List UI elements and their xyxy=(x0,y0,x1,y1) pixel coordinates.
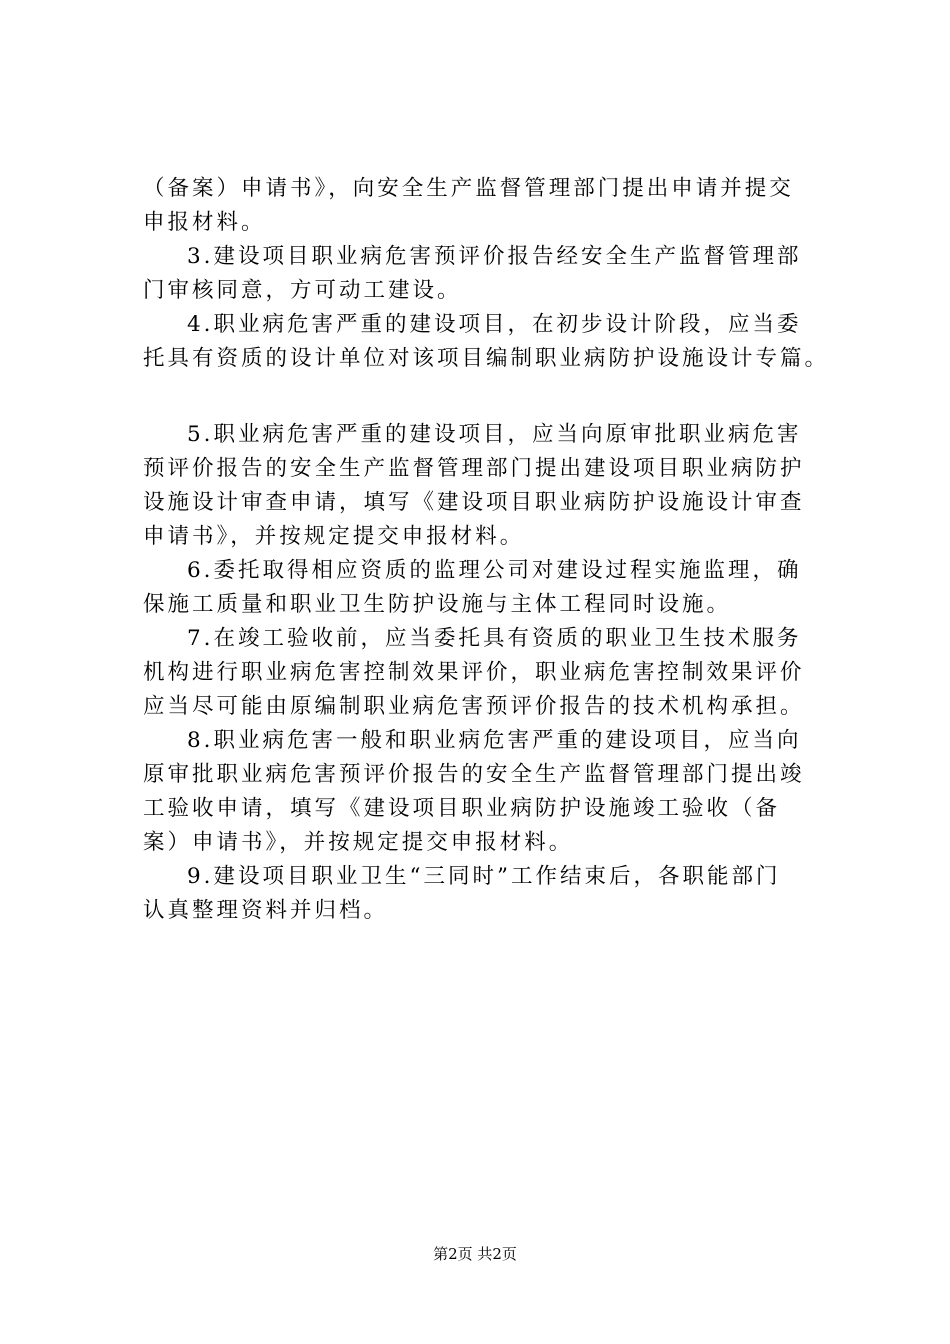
page-number-footer: 第2页 共2页 xyxy=(433,1245,517,1263)
text-line: 应当尽可能由原编制职业病危害预评价报告的技术机构承担。 xyxy=(143,694,805,719)
text-line: 保施工质量和职业卫生防护设施与主体工程同时设施。 xyxy=(143,592,732,617)
text-line: 案）申请书》，并按规定提交申报材料。 xyxy=(143,830,574,855)
paragraph-3 xyxy=(143,240,843,308)
paragraph-8 xyxy=(143,724,843,860)
text-line: 机构进行职业病危害控制效果评价，职业病危害控制效果评价 xyxy=(143,660,805,685)
text-line: （备案）申请书》，向安全生产监督管理部门提出申请并提交 xyxy=(143,176,794,201)
text-line: 7.在竣工验收前，应当委托具有资质的职业卫生技术服务 xyxy=(187,626,802,651)
paragraph-9 xyxy=(143,860,843,928)
text-line: 申报材料。 xyxy=(143,210,266,235)
text-line: 原审批职业病危害预评价报告的安全生产监督管理部门提出竣 xyxy=(143,762,805,787)
paragraph-6 xyxy=(143,554,843,622)
paragraph-gap xyxy=(143,376,843,418)
document-body xyxy=(143,172,843,928)
text-line: 9.建设项目职业卫生“三同时”工作结束后，各职能部门 xyxy=(187,864,781,889)
text-line: 申请书》，并按规定提交申报材料。 xyxy=(143,524,525,549)
text-line: 4.职业病危害严重的建设项目，在初步设计阶段，应当委 xyxy=(187,312,802,337)
paragraph-2-continued xyxy=(143,172,843,240)
text-line: 8.职业病危害一般和职业病危害严重的建设项目，应当向 xyxy=(187,728,802,753)
text-line: 托具有资质的设计单位对该项目编制职业病防护设施设计专篇。 xyxy=(143,346,830,371)
text-line: 6.委托取得相应资质的监理公司对建设过程实施监理，确 xyxy=(187,558,802,583)
text-line: 门审核同意，方可动工建设。 xyxy=(143,278,462,303)
paragraph-4 xyxy=(143,308,843,376)
text-line: 预评价报告的安全生产监督管理部门提出建设项目职业病防护 xyxy=(143,456,805,481)
text-line: 工验收申请，填写《建设项目职业病防护设施竣工验收（备 xyxy=(143,796,781,821)
text-line: 认真整理资料并归档。 xyxy=(143,898,389,923)
text-line: 设施设计审查申请，填写《建设项目职业病防护设施设计审查 xyxy=(143,490,805,515)
paragraph-5 xyxy=(143,418,843,554)
text-line: 5.职业病危害严重的建设项目，应当向原审批职业病危害 xyxy=(187,422,802,447)
paragraph-7 xyxy=(143,622,843,724)
text-line: 3.建设项目职业病危害预评价报告经安全生产监督管理部 xyxy=(187,244,802,269)
